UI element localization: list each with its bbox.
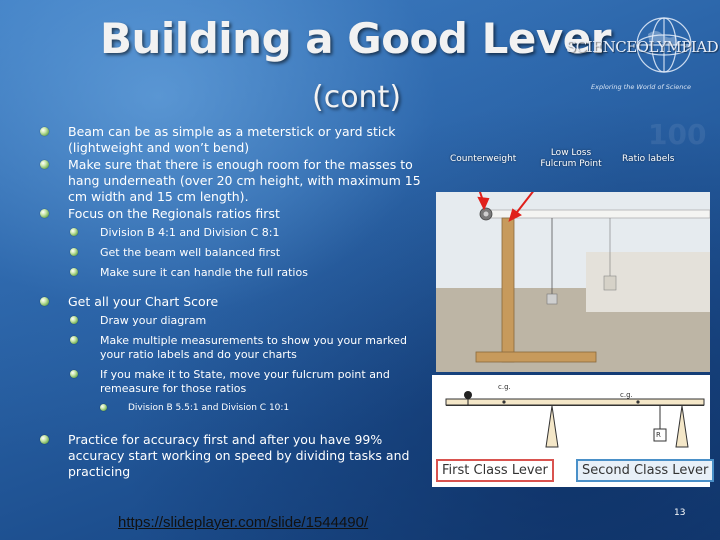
page-number: 13 (674, 508, 686, 518)
list-item (36, 294, 426, 310)
list-item (36, 334, 426, 362)
bullet-icon (70, 336, 78, 344)
bullet-icon (70, 370, 78, 378)
bullet-icon (40, 127, 49, 136)
slide-subtitle: (cont) (312, 80, 402, 115)
arrow-icon (436, 192, 710, 372)
list-item (36, 206, 426, 222)
lever-diagram-illustration (432, 375, 710, 457)
bullet-icon (100, 404, 107, 411)
list-item (36, 124, 426, 156)
science-olympiad-logo (566, 14, 719, 94)
cg-label-right: c.g. (620, 391, 633, 399)
bullet-icon (70, 268, 78, 276)
bullet-icon (40, 435, 49, 444)
list-item (36, 226, 426, 240)
lever-diagram (432, 375, 710, 487)
bg-watermark: 100 (648, 118, 707, 151)
lever-photo (436, 192, 710, 372)
ratio-labels-label: Ratio labels (622, 154, 675, 164)
bullet-text: Division B 5.5:1 and Division C 10:1 (128, 403, 290, 413)
bullet-text: Get the beam well balanced first (100, 246, 281, 259)
bullet-icon (40, 160, 49, 169)
bullet-text: Make sure that there is enough room for the masses to hang underneath (over 20 cm height, with maximum 15 cm width and 15 cm length). (68, 157, 421, 204)
bullet-text: Focus on the Regionals ratios first (68, 206, 280, 221)
list-item (36, 314, 426, 328)
list-item (36, 368, 426, 396)
list-item (36, 266, 426, 280)
bullet-text: If you make it to State, move your fulcrum point and remeasure for those ratios (100, 368, 390, 395)
list-item (36, 157, 426, 205)
list-item (36, 402, 426, 414)
bullet-icon (70, 248, 78, 256)
source-link[interactable]: https://slideplayer.com/slide/1544490/ (118, 514, 369, 531)
counterweight-label: Counterweight (450, 154, 517, 164)
list-item (36, 432, 426, 480)
second-class-lever-label: Second Class Lever (576, 459, 714, 482)
logo-tagline: Exploring the World of Science (591, 83, 691, 91)
bullet-text: Draw your diagram (100, 314, 207, 327)
bullet-text: Make multiple measurements to show you your marked your ratio labels and do your charts (100, 334, 407, 361)
bullet-text: Division B 4:1 and Division C 8:1 (100, 226, 280, 239)
r-label: R (656, 431, 661, 439)
slide-title: Building a Good Lever (100, 14, 611, 63)
bullet-icon (70, 316, 78, 324)
bullet-text: Make sure it can handle the full ratios (100, 266, 308, 279)
logo-wordmark: SCIENCEOLYMPIAD (566, 38, 719, 56)
fulcrum-label (538, 148, 604, 170)
bullet-text: Practice for accuracy first and after you have 99% accuracy start working on speed by dividing tasks and practicing (68, 432, 410, 479)
list-item (36, 246, 426, 260)
cg-label-left: c.g. (498, 383, 511, 391)
fulcrum-label-text: Low Loss Fulcrum Point (540, 148, 602, 169)
bullet-text: Beam can be as simple as a meterstick or yard stick (lightweight and won’t bend) (68, 124, 396, 155)
first-class-lever-label: First Class Lever (436, 459, 554, 482)
bullet-text: Get all your Chart Score (68, 294, 219, 309)
bullet-icon (70, 228, 78, 236)
bullet-icon (40, 209, 49, 218)
bullet-icon (40, 297, 49, 306)
bullet-list (36, 124, 426, 480)
